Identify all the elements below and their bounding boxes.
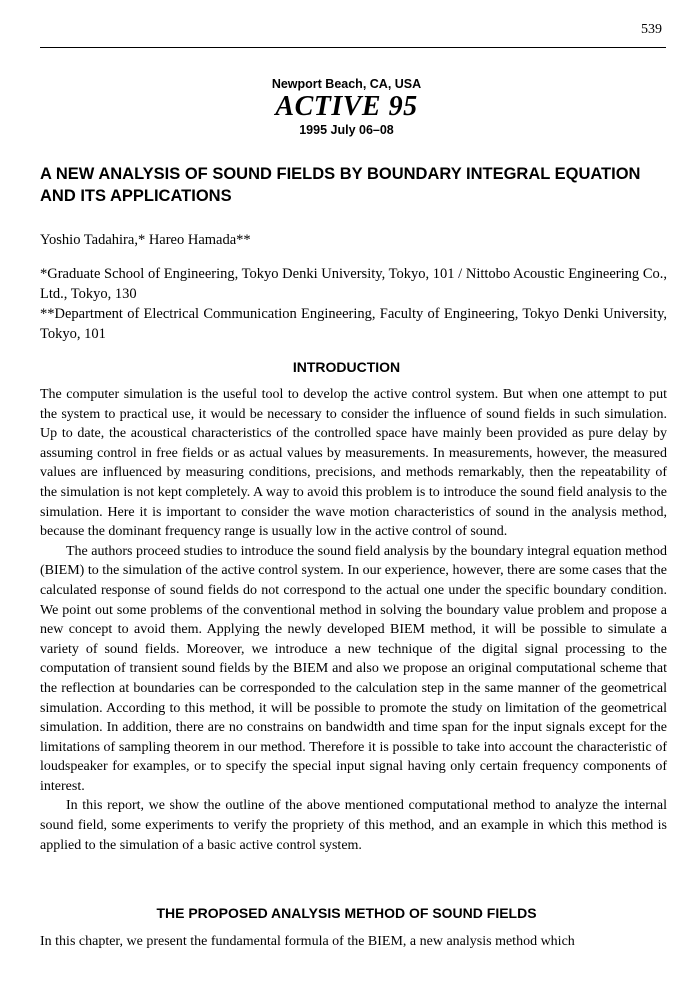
header-rule xyxy=(40,47,666,48)
conference-name: ACTIVE 95 xyxy=(275,91,418,122)
paper-authors: Yoshio Tadahira,* Hareo Hamada** xyxy=(40,232,251,248)
section-heading-introduction: INTRODUCTION xyxy=(292,359,401,375)
affiliation-2: **Department of Electrical Communication Engineering, Faculty of Engineering, Tokyo Denki University, Tokyo, 101 xyxy=(40,306,667,342)
introduction-paragraph-3: In this report, we show the outline of the above mentioned computational method to analyze the internal sound field, some experiments to verify the propriety of this method, and an example in which this method is applied to the simulation of a basic active control system. xyxy=(40,798,667,853)
proposed-method-paragraph-1: In this chapter, we present the fundamental formula of the BIEM, a new analysis method which xyxy=(40,934,575,949)
proposed-method-body xyxy=(40,932,667,952)
conference-header xyxy=(0,76,693,138)
paper-title: A NEW ANALYSIS OF SOUND FIELDS BY BOUNDARY INTEGRAL EQUATION AND ITS APPLICATIONS xyxy=(40,165,641,205)
introduction-paragraph-1: The computer simulation is the useful tool to develop the active control system. But when one attempt to put the system to practical use, it would be necessary to consider the influence of sound fields in such simulation. Up to date, the acoustical characteristics of the controlled space have mainly been provided as pure delay by assuming control in free fields or as actual values by measurements. In measurements, however, the measured values are influenced by measuring conditions, precisions, and methods remarkably, then the repeatability of the simulation is not kept completely. A way to avoid this problem is to introduce the sound field analysis to the simulation. Here it is important to consider the wave motion characteristics of sound in the analysis method, because the dominant frequency range is usually low in the active control of sound. xyxy=(40,387,667,540)
conference-date: 1995 July 06–08 xyxy=(299,123,394,137)
page-number: 539 xyxy=(641,22,662,37)
affiliation-1: *Graduate School of Engineering, Tokyo Denki University, Tokyo, 101 / Nittobo Acoustic Engineering Co., Ltd., Tokyo, 130 xyxy=(40,266,667,302)
conference-location: Newport Beach, CA, USA xyxy=(271,77,422,91)
author-affiliations xyxy=(40,264,667,344)
introduction-paragraph-2: The authors proceed studies to introduce the sound field analysis by the boundary integral equation method (BIEM) to the simulation of the active control system. In our experience, however, there are some cases that the calculated response of sound fields do not correspond to the actual one under the specific boundary condition. We point out some problems of the conventional method in solving the boundary value problem and propose a new concept to avoid them. Applying the newly developed BIEM method, it will be possible to simulate a variety of sound fields. Moreover, we introduce a new technique of the digital signal processing to the computation of transient sound fields by the BIEM and also we propose an original computational scheme that the reflection at boundaries can be corresponded to the calculation step in the same manner of the geometrical simulation. According to this method, it will be possible to promote the study on limitation of the geometrical simulation. In addition, there are no constrains on bandwidth and time span for the input signals except for the limitations of sampling theorem in our method. Therefore it is possible to take into account the characteristic of loudspeaker for examples, or to specify the special input signal having only certain frequency components of interest. xyxy=(40,543,667,794)
introduction-body xyxy=(40,385,667,855)
section-heading-proposed-method: THE PROPOSED ANALYSIS METHOD OF SOUND FIELDS xyxy=(156,905,537,921)
